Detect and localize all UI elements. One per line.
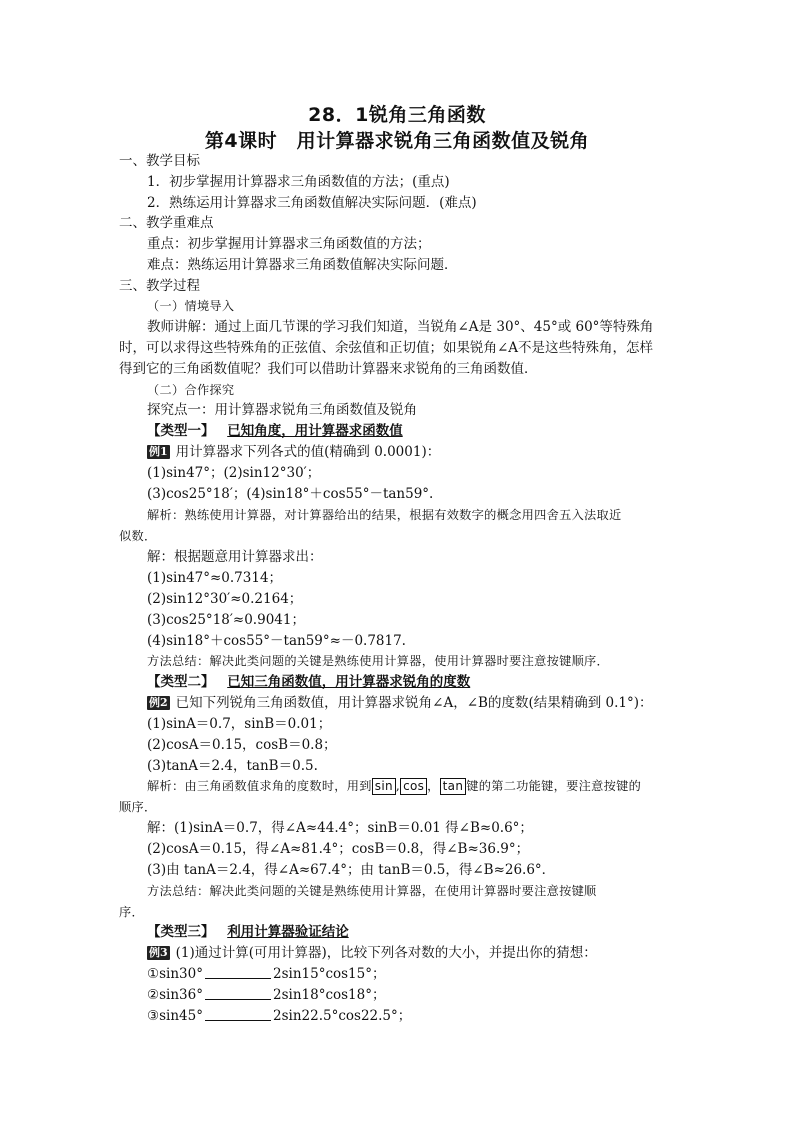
goal-item: 1．初步掌握用计算器求三角函数值的方法；(重点) (147, 174, 450, 190)
example-1-prompt (147, 442, 440, 462)
analysis-line: 似数． (119, 529, 157, 543)
keypoint-item: 难点：熟练运用计算器求三角函数值解决实际问题． (147, 257, 458, 273)
subsection-heading: （一）情境导入 (147, 299, 235, 313)
comparison-left: ③sin45° (147, 1008, 203, 1024)
cos-key: cos (400, 778, 427, 795)
solution-line: 解：(1)sinA＝0.7，得∠A≈44.4°；sinB＝0.01 得∠B≈0.6°； (147, 820, 533, 836)
type-heading-2 (147, 672, 470, 692)
sin-key: sin (372, 778, 396, 795)
solution-line: (2)cosA＝0.15，得∠A≈81.4°；cosB＝0.8，得∠B≈36.9°； (147, 841, 530, 857)
solution-line: (3)cos25°18′≈0.9041； (147, 612, 305, 628)
section-heading-process: 三、教学过程 (119, 278, 200, 294)
method-summary: 方法总结：解决此类问题的关键是熟练使用计算器，使用计算器时要注意按键顺序． (147, 654, 610, 668)
solution-line: (4)sin18°＋cos55°－tan59°≈－0.7817. (147, 633, 406, 649)
analysis-line: 顺序． (119, 800, 157, 814)
method-summary: 方法总结：解决此类问题的关键是熟练使用计算器，在使用计算器时要注意按键顺 (147, 884, 597, 898)
section-heading-goals: 一、教学目标 (119, 153, 200, 169)
comparison-left: ②sin36° (147, 987, 203, 1003)
analysis-line: 解析：由三角函数值求角的度数时，用到 sin , cos ， tan 键的第二功能键，要注意按键的 (147, 779, 642, 793)
paragraph-line: 时，可以求得这些特殊角的正弦值、余弦值和正切值；如果锐角∠A不是这些特殊角，怎样 (119, 340, 654, 356)
solution-line: (3)由 tanA＝2.4，得∠A≈67.4°；由 tanB＝0.5，得∠B≈26.6°． (147, 862, 556, 878)
type-title: 已知三角函数值，用计算器求锐角的度数 (227, 674, 471, 690)
example-line: (1)sin47°；(2)sin12°30′； (147, 465, 321, 481)
example-line: (2)cosA＝0.15，cosB＝0.8； (147, 737, 337, 753)
solution-line: (1)sin47°≈0.7314； (147, 570, 283, 586)
solution-line: 解：根据题意用计算器求出： (147, 549, 323, 565)
analysis-line: 解析：熟练使用计算器，对计算器给出的结果，根据有效数字的概念用四舍五入法取近 (147, 508, 622, 522)
exploration-point: 探究点一：用计算器求锐角三角函数值及锐角 (147, 402, 417, 418)
comparison-right: 2sin15°cos15°； (272, 966, 386, 982)
type-title: 已知角度，用计算器求函数值 (227, 423, 403, 439)
type-heading-1 (147, 421, 403, 441)
example-3-prompt (147, 943, 597, 963)
example-line: (1)sinA＝0.7，sinB＝0.01； (147, 716, 332, 732)
section-heading-keypoints: 二、教学重难点 (119, 215, 214, 231)
paragraph-line: 教师讲解：通过上面几节课的学习我们知道，当锐角∠A是 30°、45°或 60°等特殊角 (147, 319, 654, 335)
example-label: 例1 (149, 445, 168, 458)
keypoint-item: 重点：初步掌握用计算器求三角函数值的方法； (147, 236, 431, 252)
comparison-right: 2sin22.5°cos22.5°； (272, 1008, 412, 1024)
solution-line: (2)sin12°30′≈0.2164； (147, 591, 303, 607)
type-tag: 【类型一】 (147, 423, 215, 439)
example-text: (1)通过计算(可用计算器)，比较下列各对数的大小，并提出你的猜想： (175, 945, 597, 961)
goal-item: 2．熟练运用计算器求三角函数值解决实际问题．(难点) (147, 195, 477, 211)
method-summary: 序． (119, 905, 144, 919)
example-line: (3)tanA＝2.4，tanB＝0.5. (147, 758, 318, 774)
comparison-left: ①sin30° (147, 966, 203, 982)
analysis-text: 解析：由三角函数值求角的度数时，用到 (147, 779, 372, 793)
example-label: 例3 (149, 946, 168, 959)
tan-key: tan (440, 778, 467, 795)
answer-blank[interactable] (205, 966, 271, 979)
example-text: 已知下列锐角三角函数值，用计算器求锐角∠A，∠B的度数(结果精确到 0.1°)： (175, 695, 653, 711)
type-tag: 【类型三】 (147, 924, 215, 940)
example-text: 用计算器求下列各式的值(精确到 0.0001)： (175, 444, 441, 460)
type-tag: 【类型二】 (147, 674, 215, 690)
comparison-right: 2sin18°cos18°； (272, 987, 386, 1003)
type-title: 利用计算器验证结论 (227, 924, 349, 940)
answer-blank[interactable] (205, 987, 271, 1000)
example-line: (3)cos25°18′；(4)sin18°＋cos55°－tan59°. (147, 486, 434, 502)
lesson-subtitle: 第4课时 用计算器求锐角三角函数值及锐角 (204, 130, 590, 152)
example-2-prompt (147, 693, 653, 713)
subsection-heading: （二）合作探究 (147, 383, 235, 397)
page-title: 28．1锐角三角函数 (308, 104, 486, 126)
type-heading-3 (147, 922, 349, 942)
comparison-item (147, 985, 386, 1005)
paragraph-line: 得到它的三角函数值呢？我们可以借助计算器来求锐角的三角函数值． (119, 361, 538, 377)
comparison-item (147, 964, 386, 984)
answer-blank[interactable] (205, 1008, 271, 1021)
example-label: 例2 (149, 696, 168, 709)
comparison-item (147, 1006, 411, 1026)
analysis-text: 键的第二功能键，要注意按键的 (466, 779, 642, 793)
